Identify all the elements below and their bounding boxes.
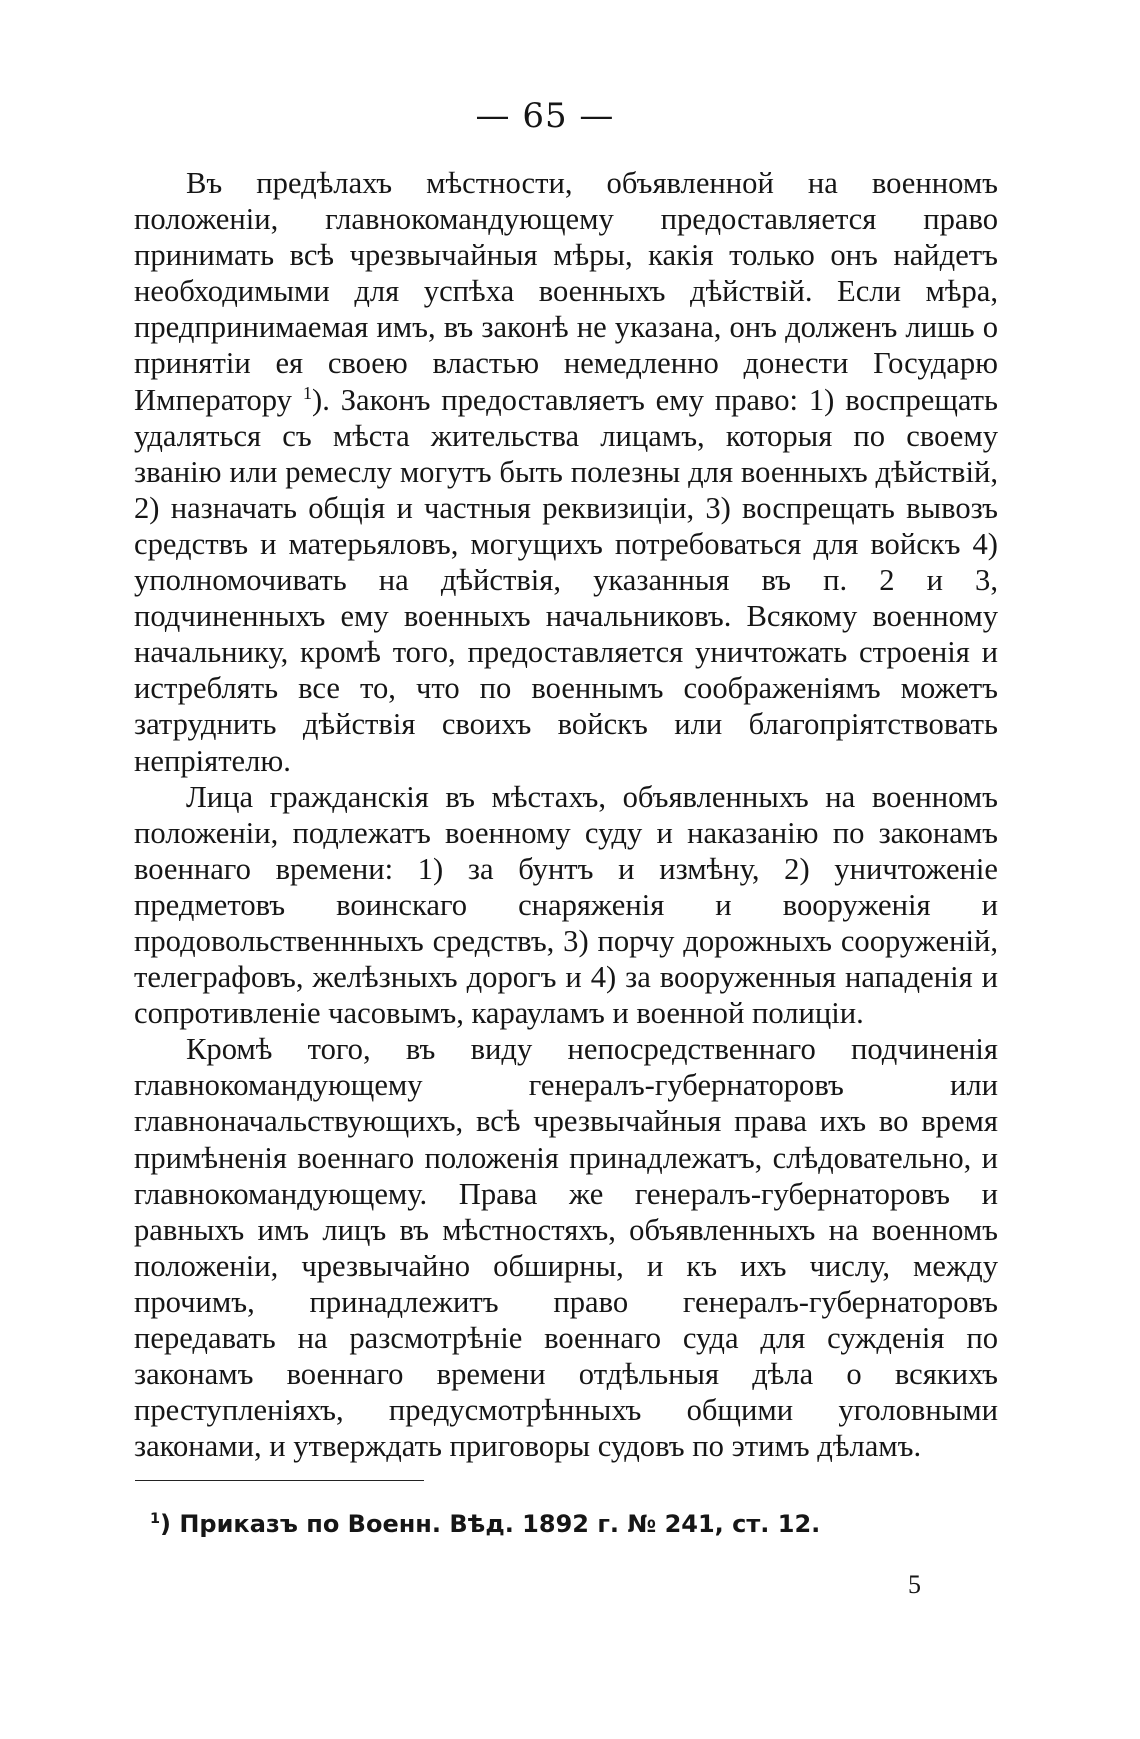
- footnote-divider: [135, 1480, 424, 1481]
- footnote-marker: 1: [150, 1511, 161, 1527]
- signature-mark: 5: [908, 1570, 921, 1599]
- footnote: [150, 1510, 820, 1538]
- paragraph: Лица гражданскія въ мѣстахъ, объявленныхъ на военномъ положеніи, подлежатъ военному суду и наказанію по законамъ военнаго времени: 1) за бунтъ и измѣну, 2) уничтоженіе предметовъ воинскаго снаряженія и вооруженія и продовольственнныхъ средствъ, 3) порчу дорожныхъ сооруженій, телеграфовъ, желѣзныхъ дорогъ и 4) за вооруженныя нападенія и сопротивленіе часовымъ, карауламъ и военной полиціи.: [134, 779, 998, 1031]
- paragraph-text: ). Законъ предоставляетъ ему право: 1) воспрещать удаляться съ мѣста жительства лицамъ, которыя по своему званію или ремеслу могутъ быть полезны для военныхъ дѣйствій, 2) назначать общія и частныя реквизиціи, 3) воспрещать вывозъ средствъ и матерьяловъ, могущихъ потребоваться для войскъ 4) уполномочивать на дѣйствія, указанныя въ п. 2 и 3, подчиненныхъ ему военныхъ начальниковъ. Всякому военному начальнику, кромѣ того, предоставляется уничтожать строенія и истреблять все то, что по военнымъ соображеніямъ можетъ затруднить дѣйствія своихъ войскъ или благопріятствовать непріятелю.: [134, 382, 999, 778]
- footnote-text: ) Приказъ по Военн. Вѣд. 1892 г. № 241, ст. 12.: [160, 1510, 821, 1538]
- paragraph: [134, 165, 998, 779]
- body-text: [134, 165, 998, 1464]
- page-number-header: — 65 —: [475, 96, 615, 136]
- footnote-ref[interactable]: 1: [302, 382, 312, 403]
- paragraph-text: Въ предѣлахъ мѣстности, объявленной на военномъ положеніи, главнокомандующему предоставляется право принимать всѣ чрезвычайныя мѣры, какія только онъ найдетъ необходимыми для успѣха военныхъ дѣйствій. Если мѣра, предпринимаемая имъ, въ законѣ не указана, онъ долженъ лишь о принятіи ея своею властью немедленно донести Государю Императору: [134, 166, 998, 417]
- paragraph: Кромѣ того, въ виду непосредственнаго подчиненія главнокомандующему генералъ-губернаторовъ или главноначальствующихъ, всѣ чрезвычайныя права ихъ во время примѣненія военнаго положенія принадлежатъ, слѣдовательно, и главнокомандующему. Права же генералъ-губернаторовъ и равныхъ имъ лицъ въ мѣстностяхъ, объявленныхъ на военномъ положеніи, чрезвычайно обширны, и къ ихъ числу, между прочимъ, принадлежитъ право генералъ-губернаторовъ передавать на разсмотрѣніе военнаго суда для сужденія по законамъ военнаго времени отдѣльныя дѣла о всякихъ преступленіяхъ, предусмотрѣнныхъ общими уголовными законами, и утверждать приговоры судовъ по этимъ дѣламъ.: [134, 1032, 998, 1464]
